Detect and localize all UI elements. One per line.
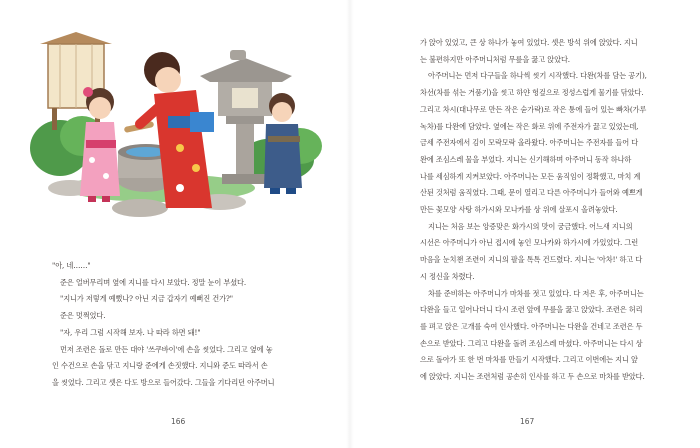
page-number: 167 [520,417,535,426]
text-line: 을 씻었다. 그리고 셋은 다도 방으로 들어갔다. 그들을 기다리던 아주머니 [52,377,275,387]
text-line: 으로 돌아가 또 한 번 마차를 만들기 시작했다. 그리고 이번에는 지니 앞 [420,355,638,365]
left-page-text [52,258,306,392]
text-line: 차선(차를 섞는 거품기)을 씻고 하얀 헝겊으로 정성스럽게 물기를 닦았다. [420,88,644,98]
text-line: "아, 네……" [52,261,91,270]
text-line: "지니가 저렇게 예뻤나? 아닌 지금 갑자기 예뻐진 건가?" [60,294,233,304]
text-line: 완에 조심스레 물을 부었다. 지니는 신기해하며 아주머니 동작 하나하 [420,154,632,164]
text-line: 시선은 아주머니가 아닌 접시에 놓인 모나카와 하가시에 가있었다. 그런 [420,238,639,248]
text-line: 녹차)를 다완에 담았다. 옆에는 작은 화로 위에 주전자가 끓고 있었는데, [420,121,639,131]
text-line: 손으로 받았다. 그리고 다완을 돌려 조심스레 마셨다. 아주머니는 다시 상 [420,338,643,348]
text-line: 지니는 처음 보는 앙증맞은 화가시의 맛이 궁금했다. 어느새 지니의 [428,221,633,231]
right-page-text [420,35,678,386]
text-line: 금세 주전자에서 김이 모락모락 올라왔다. 아주머니는 주전자를 들어 다 [420,138,639,148]
text-line: 는 불편하지만 아주머니처럼 무릎을 꿇고 앉았다. [420,54,570,64]
text-line: 가 앉아 있었고, 큰 상 하나가 놓여 있었다. 셋은 방석 위에 앉았다. 지니 [420,38,638,47]
text-line: 차를 준비하는 아주머니가 마차를 젓고 있었다. 다 저은 후, 아주머니는 [428,288,644,298]
text-line: 나를 세심하게 지켜보았다. 아주머니는 모든 움직임이 정확했고, 마치 계 [420,171,641,181]
text-line: 산된 것처럼 움직였다. 그때, 문이 열리고 다른 아주머니가 들어와 예쁘게 [420,188,643,198]
text-line: 준은 얼버무리며 옆에 지니를 다시 보았다. 정말 눈이 부셨다. [60,277,247,287]
text-line: 만든 꽃모양 사탕 하가시와 모나카를 상 위에 살포시 올려놓았다. [420,205,618,215]
text-line: 인 수건으로 손을 닦고 지니랑 준에게 손짓했다. 지니와 준도 따라서 손 [52,361,268,371]
text-line: 를 펴고 앉은 고개를 숙여 인사했다. 아주머니는 다완을 건네고 조련은 두 [420,321,643,331]
text-line: "자, 우리 그럼 시작해 보자. 나 따라 하면 돼!" [60,327,201,337]
text-line: 먼저 조련은 돌로 만든 대야 '쓰쿠바이'에 손을 씻었다. 그리고 옆에 놓 [60,344,273,354]
tea-ceremony-illustration [30,28,322,224]
right-page [350,0,700,448]
text-line: 마음을 눈치챈 조련이 지니의 팔을 톡톡 건드렸다. 지니는 '아차!' 하고 다 [420,255,643,265]
text-line: 그리고 차시(대나무로 만든 작은 숟가락)로 작은 통에 들어 있는 빠차(가루 [420,104,647,114]
text-line: 다완을 들고 일어나더니 다시 조련 앞에 무릎을 꿇고 앉았다. 조련은 허리 [420,305,643,315]
boy-blue-kimono [264,93,302,194]
text-line: 준은 멋쩍었다. [60,311,106,321]
text-line: 아주머니는 먼저 다구들을 하나씩 씻기 시작했다. 다완(차를 담는 공기), [428,71,647,81]
text-line: 에 앉았다. 지니는 조련처럼 공손히 인사를 하고 두 손으로 마차를 받았다. [420,372,645,382]
text-line: 시 정신을 차렸다. [420,271,475,281]
page-number: 166 [171,417,186,426]
